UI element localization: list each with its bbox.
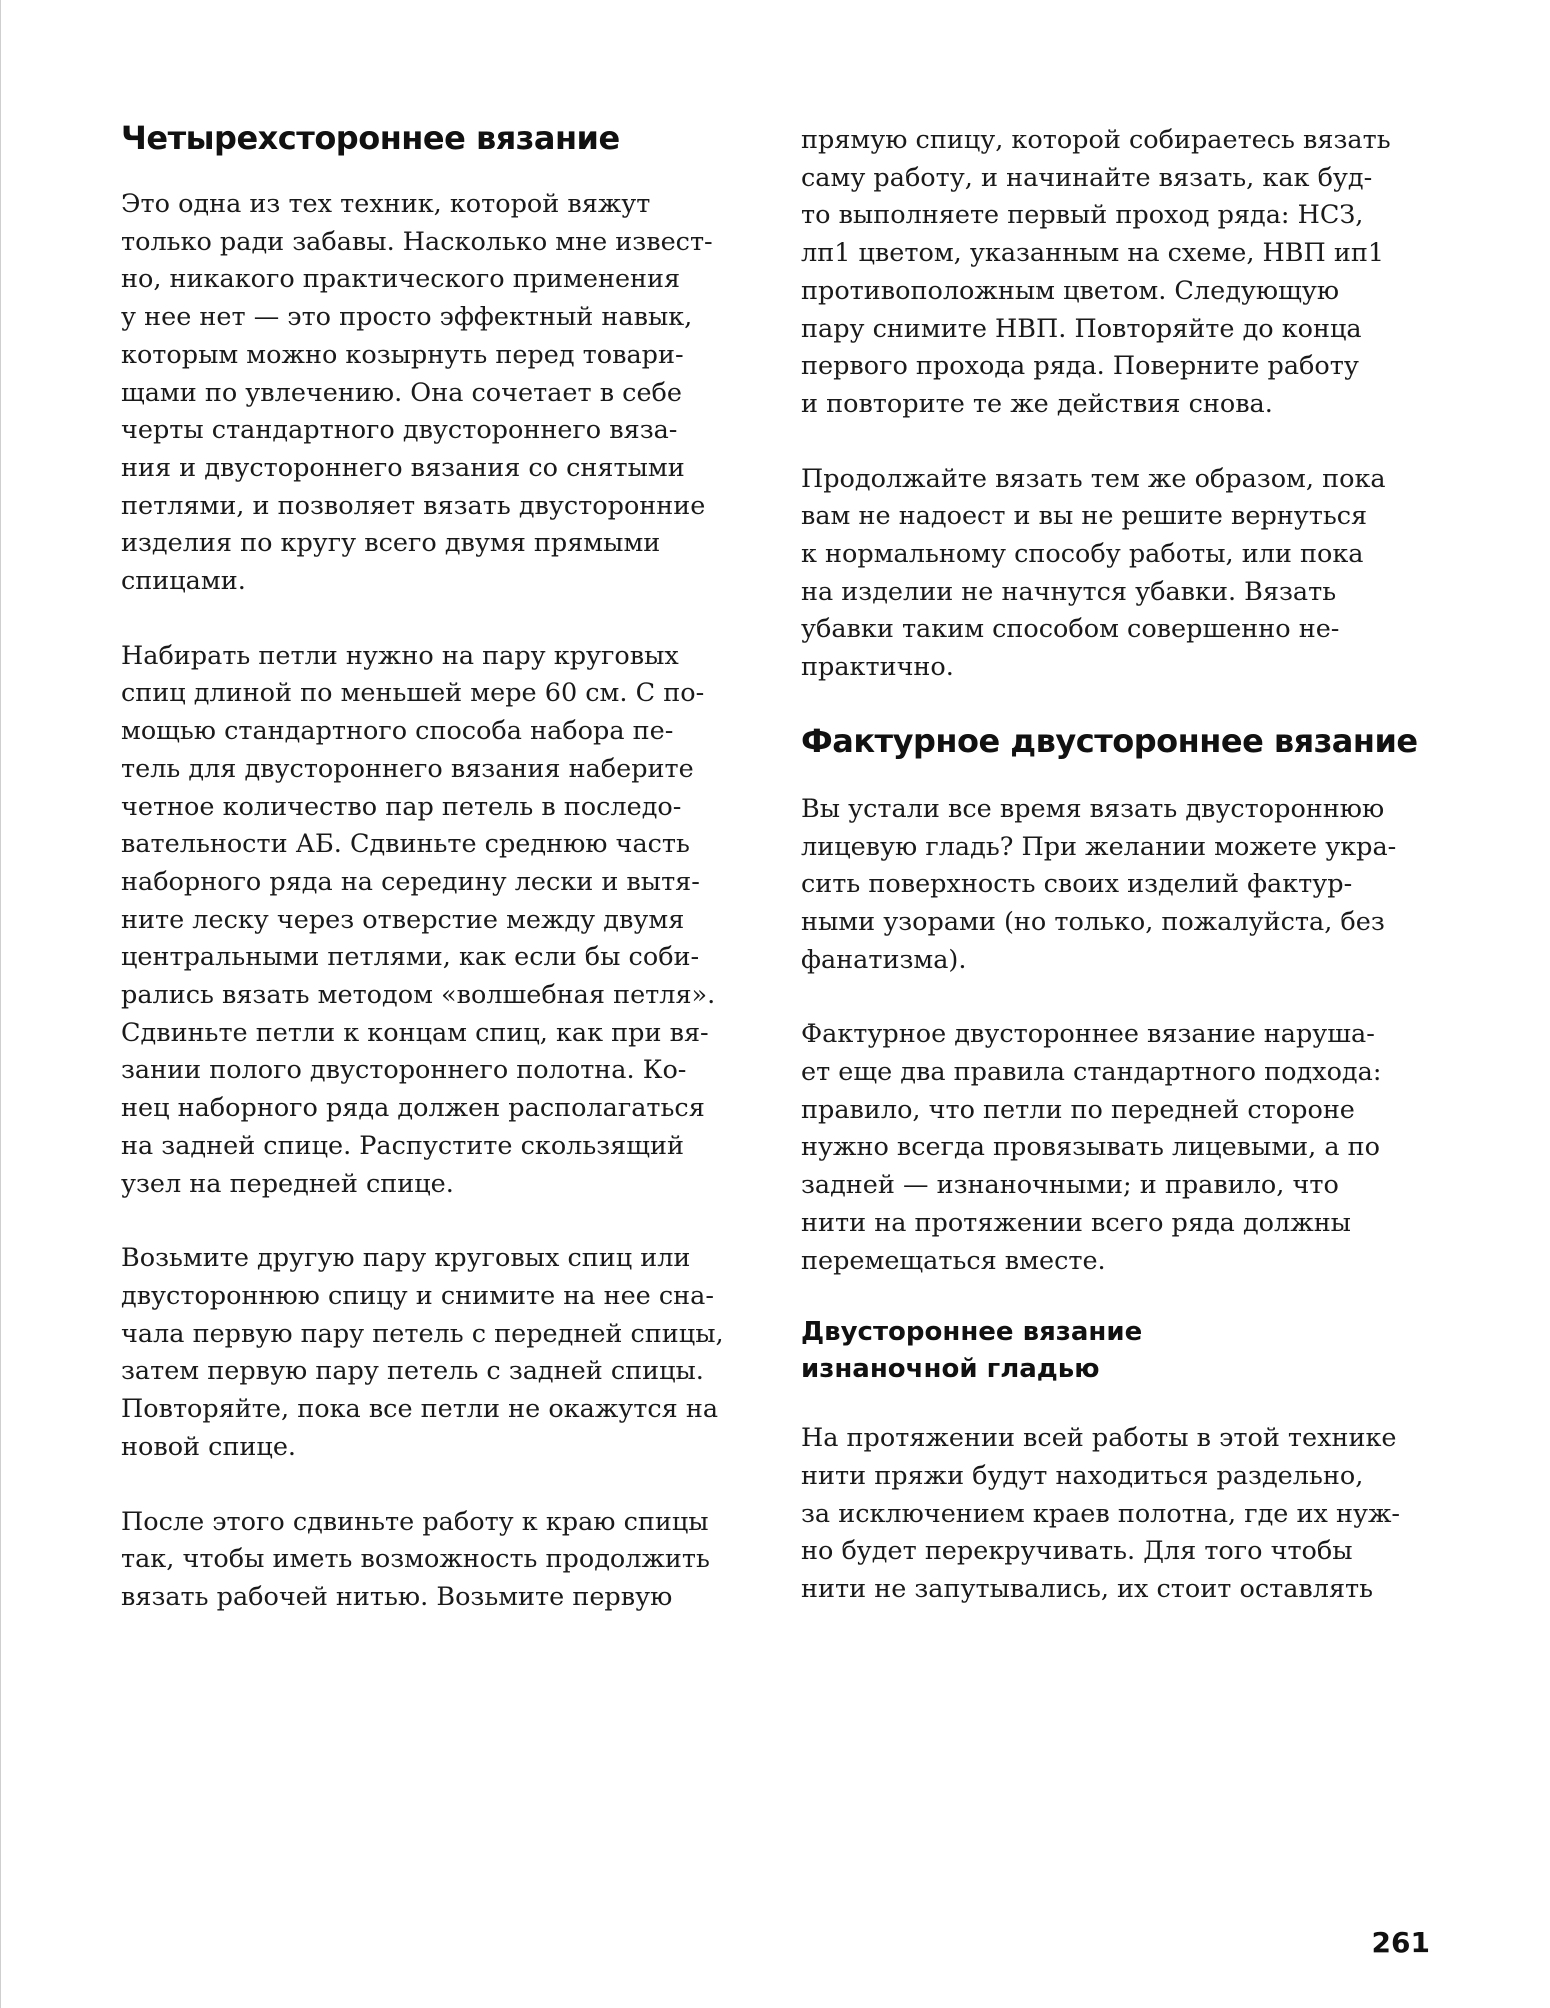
text-line: четное количество пар петель в последо- <box>121 791 682 822</box>
text-line: На протяжении всей работы в этой технике <box>801 1423 1397 1454</box>
text-line: щами по увлечению. Она сочетает в себе <box>121 377 682 408</box>
text-line: лицевую гладь? При желании можете укра- <box>801 831 1397 862</box>
text-line: двустороннюю спицу и снимите на нее сна- <box>121 1280 714 1311</box>
text-line: спиц длиной по меньшей мере 60 см. С по- <box>121 678 705 709</box>
paragraph <box>801 461 1433 687</box>
left-column <box>121 118 753 1617</box>
text-line: за исключением краев полотна, где их нуж- <box>801 1498 1401 1529</box>
text-line: но, никакого практического применения <box>121 264 681 295</box>
text-line: ет еще два правила стандартного подхода: <box>801 1057 1382 1088</box>
subheading-line: Двустороннее вязание <box>801 1317 1143 1348</box>
text-line: Повторяйте, пока все петли не окажутся на <box>121 1394 719 1425</box>
text-line: которым можно козырнуть перед товари- <box>121 339 684 370</box>
section-heading-four-sided-knitting: Четырехстороннее вязание <box>121 119 620 157</box>
text-line: пару снимите НВП. Повторяйте до конца <box>801 313 1362 344</box>
text-line: петлями, и позволяет вязать двусторонние <box>121 490 706 521</box>
text-line: ните леску через отверстие между двумя <box>121 904 685 935</box>
section-heading-textured-double-knitting: Фактурное двустороннее вязание <box>801 721 1418 760</box>
text-line: Продолжайте вязать тем же образом, пока <box>801 463 1386 494</box>
text-line: то выполняете первый проход ряда: НСЗ, <box>801 200 1364 231</box>
text-line: зании полого двустороннего полотна. Ко- <box>121 1055 687 1086</box>
text-line: нити на протяжении всего ряда должны <box>801 1207 1351 1238</box>
text-line: сить поверхность своих изделий фактур- <box>801 869 1353 900</box>
text-line: черты стандартного двустороннего вяза- <box>121 415 678 446</box>
text-line: фанатизма). <box>801 944 967 975</box>
text-line: рались вязать методом «волшебная петля». <box>121 980 716 1011</box>
text-line: Это одна из тех техник, которой вяжут <box>121 189 651 219</box>
subsection-heading-purl-double-knitting <box>801 1314 1433 1388</box>
text-line: мощью стандартного способа набора пе- <box>121 716 674 747</box>
text-line: центральными петлями, как если бы соби- <box>121 942 700 973</box>
text-line: нити пряжи будут находиться раздельно, <box>801 1460 1364 1491</box>
text-line: перемещаться вместе. <box>801 1245 1106 1276</box>
subheading-line: изнаночной гладью <box>801 1354 1100 1385</box>
text-line: убавки таким способом совершенно не- <box>801 614 1340 645</box>
right-column <box>801 122 1433 1609</box>
text-line: новой спице. <box>121 1431 297 1462</box>
text-line: к нормальному способу работы, или пока <box>801 539 1364 570</box>
text-line: лп1 цветом, указанным на схеме, НВП ип1 <box>801 238 1385 269</box>
paragraph <box>801 1016 1433 1280</box>
paragraph <box>121 1504 753 1617</box>
text-line: ными узорами (но только, пожалуйста, без <box>801 906 1385 937</box>
text-line: узел на передней спице. <box>121 1168 454 1199</box>
text-line: ния и двустороннего вязания со снятыми <box>121 452 685 483</box>
text-line: на задней спице. Распустите скользящий <box>121 1130 684 1161</box>
text-line: Вы устали все время вязать двустороннюю <box>801 793 1385 824</box>
text-line: только ради забавы. Насколько мне извест- <box>121 226 713 257</box>
text-line: Сдвиньте петли к концам спиц, как при вя- <box>121 1017 709 1048</box>
text-line: саму работу, и начинайте вязать, как буд- <box>801 162 1373 193</box>
text-line: изделия по кругу всего двумя прямыми <box>121 528 661 559</box>
text-line: нити не запутывались, их стоит оставлять <box>801 1574 1374 1605</box>
text-line: Возьмите другую пару круговых спиц или <box>121 1243 691 1274</box>
paragraph <box>121 638 753 1204</box>
text-line: задней — изнаночными; и правило, что <box>801 1170 1339 1201</box>
paragraph <box>121 186 753 601</box>
text-line: и повторите те же действия снова. <box>801 388 1273 419</box>
text-line: первого прохода ряда. Поверните работу <box>801 351 1359 382</box>
paragraph <box>121 1240 753 1466</box>
text-line: на изделии не начнутся убавки. Вязать <box>801 576 1337 607</box>
text-line: вательности АБ. Сдвиньте среднюю часть <box>121 829 690 860</box>
text-line: тель для двустороннего вязания наберите <box>121 753 694 784</box>
paragraph <box>801 1420 1433 1609</box>
text-line: практично. <box>801 652 954 683</box>
text-line: Фактурное двустороннее вязание наруша- <box>801 1019 1375 1050</box>
text-line: вам не надоест и вы не решите вернуться <box>801 501 1368 532</box>
text-line: у нее нет — это просто эффектный навык, <box>121 302 693 333</box>
text-line: так, чтобы иметь возможность продолжить <box>121 1544 710 1575</box>
text-line: После этого сдвиньте работу к краю спицы <box>121 1506 709 1537</box>
text-line: спицами. <box>121 566 246 597</box>
text-line: чала первую пару петель с передней спицы, <box>121 1318 724 1349</box>
paragraph <box>801 122 1433 424</box>
paragraph <box>801 791 1433 980</box>
text-line: затем первую пару петель с задней спицы. <box>121 1356 704 1387</box>
page-number: 261 <box>1371 1926 1430 1959</box>
text-line: вязать рабочей нитью. Возьмите первую <box>121 1581 673 1612</box>
text-line: Набирать петли нужно на пару круговых <box>121 640 679 671</box>
text-line: наборного ряда на середину лески и вытя- <box>121 866 700 897</box>
text-line: нец наборного ряда должен располагаться <box>121 1093 705 1124</box>
text-line: но будет перекручивать. Для того чтобы <box>801 1536 1353 1567</box>
text-line: правило, что петли по передней стороне <box>801 1094 1355 1125</box>
text-line: противоположным цветом. Следующую <box>801 275 1340 306</box>
text-line: прямую спицу, которой собираетесь вязать <box>801 125 1391 155</box>
text-line: нужно всегда провязывать лицевыми, а по <box>801 1132 1381 1163</box>
